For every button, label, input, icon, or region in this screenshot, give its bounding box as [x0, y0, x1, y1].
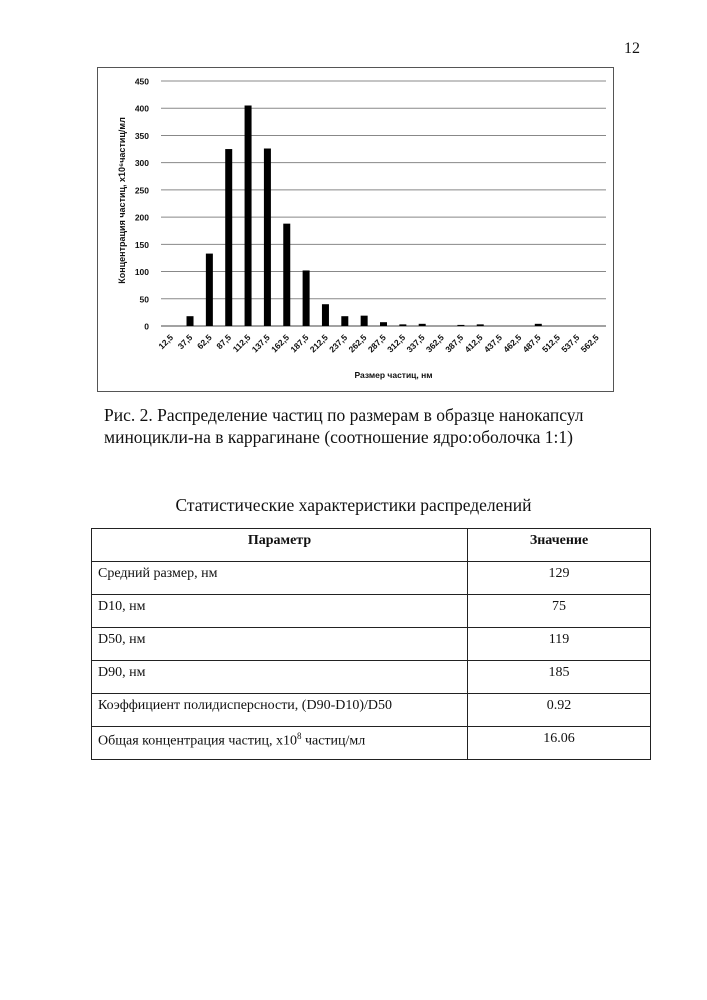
bar: [264, 149, 271, 326]
x-tick-label: 87,5: [214, 332, 234, 352]
param-cell: D50, нм: [92, 628, 468, 661]
param-cell: D90, нм: [92, 661, 468, 694]
x-tick-label: 462,5: [501, 332, 524, 355]
x-tick-label: 37,5: [175, 332, 195, 352]
bar: [399, 324, 406, 326]
header-parameter: Параметр: [92, 529, 468, 562]
x-tick-label: 162,5: [269, 332, 292, 355]
x-tick-label: 187,5: [288, 332, 311, 355]
bar: [535, 324, 542, 326]
x-tick-label: 262,5: [346, 332, 369, 355]
x-tick-label: 237,5: [327, 332, 350, 355]
value-cell: 75: [468, 595, 651, 628]
figure-caption: Рис. 2. Распределение частиц по размерам в образце нанокапсул миноцикли-на в каррагинане (соотношение ядро:оболочка 1:1): [104, 405, 584, 447]
y-tick-label: 100: [134, 267, 149, 278]
value-cell: 129: [468, 562, 651, 595]
bar: [341, 316, 348, 326]
y-tick-label: 0: [144, 321, 149, 332]
x-tick-label: 562,5: [578, 332, 601, 355]
value-cell: 16.06: [468, 727, 651, 760]
table-row: [92, 727, 651, 760]
table-row: [92, 562, 651, 595]
x-tick-label: 512,5: [539, 332, 563, 355]
param-cell: Общая концентрация частиц, $x10^8$ частиц/мл: [92, 727, 468, 760]
param-cell: Средний размер, нм: [92, 562, 468, 595]
chart-frame: [97, 67, 614, 392]
x-tick-label: 62,5: [195, 332, 214, 352]
table-row: [92, 694, 651, 727]
x-tick-label: 312,5: [385, 332, 408, 355]
bar: [477, 324, 484, 326]
bar: [303, 270, 310, 326]
y-tick-label: 200: [134, 212, 149, 223]
x-tick-label: 212,5: [307, 332, 330, 355]
x-tick-label: 412,5: [462, 332, 485, 355]
x-tick-label: 437,5: [481, 332, 505, 355]
x-tick-label: 12,5: [156, 332, 176, 352]
x-tick-label: 487,5: [520, 332, 543, 355]
table-title: Статистические характеристики распределений: [175, 495, 532, 515]
x-axis-label: Размер частиц, нм: [354, 370, 433, 380]
table-row: [92, 628, 651, 661]
y-tick-label: 50: [139, 294, 149, 305]
param-cell: Коэффициент полидисперсности, (D90-D10)/D50: [92, 694, 468, 727]
header-value: Значение: [468, 529, 651, 562]
table-row: [92, 661, 651, 694]
y-axis-label: Концентрация частиц, x10⁶частиц/мл: [117, 117, 127, 284]
value-cell: 0.92: [468, 694, 651, 727]
bar: [322, 304, 329, 326]
y-tick-label: 350: [134, 130, 149, 141]
table-header-row: [92, 529, 651, 562]
bar: [283, 224, 290, 326]
bar: [380, 322, 387, 326]
bar-chart: [98, 68, 615, 393]
bar: [245, 106, 252, 327]
param-cell: D10, нм: [92, 595, 468, 628]
x-tick-label: 362,5: [423, 332, 446, 355]
value-cell: 185: [468, 661, 651, 694]
table-row: [92, 595, 651, 628]
x-tick-label: 537,5: [559, 332, 582, 355]
x-tick-label: 137,5: [249, 332, 272, 355]
bar: [361, 316, 368, 326]
y-tick-label: 250: [134, 185, 149, 196]
bar: [225, 149, 232, 326]
y-tick-label: 450: [134, 76, 149, 87]
x-tick-label: 387,5: [443, 332, 466, 355]
y-tick-label: 150: [134, 239, 149, 250]
y-tick-label: 400: [134, 103, 149, 114]
bar: [206, 254, 213, 326]
x-tick-label: 112,5: [230, 332, 253, 355]
y-tick-label: 300: [134, 158, 149, 169]
stats-table: [91, 528, 651, 760]
bar: [419, 324, 426, 326]
x-tick-label: 287,5: [365, 332, 388, 355]
bar: [187, 316, 194, 326]
x-tick-label: 337,5: [404, 332, 427, 355]
value-cell: 119: [468, 628, 651, 661]
bar: [457, 325, 464, 326]
page-number: 12: [624, 40, 640, 57]
